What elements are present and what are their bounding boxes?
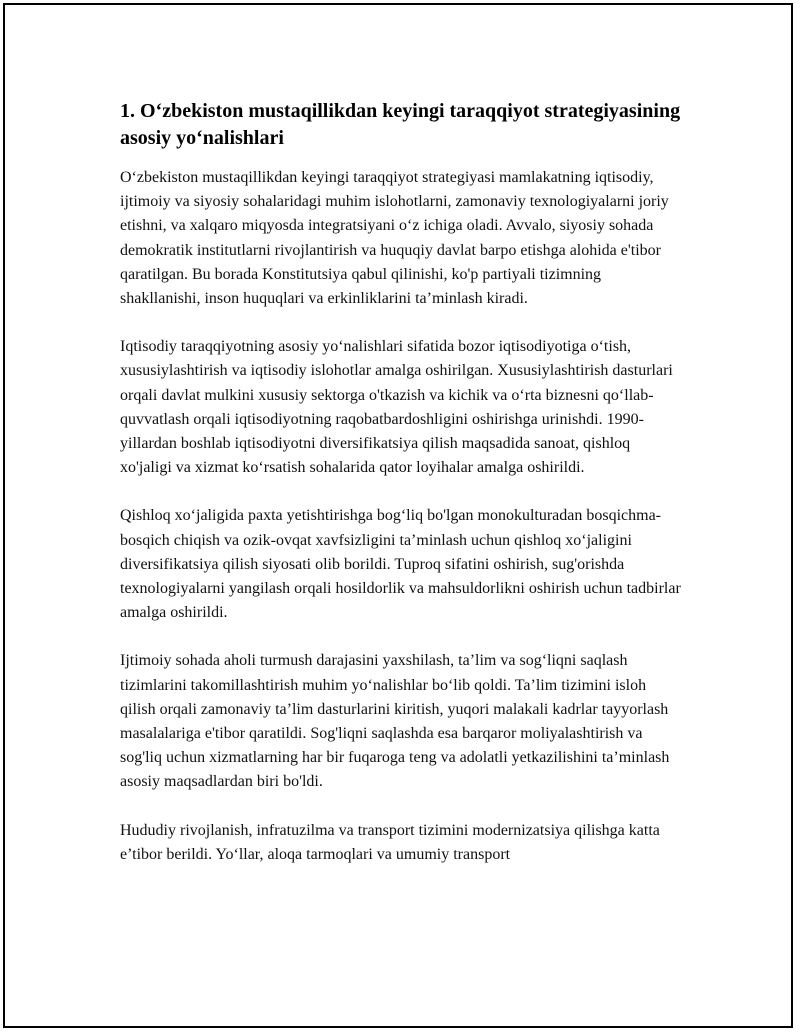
page-frame [3, 3, 793, 1028]
paragraph-4: Ijtimoiy sohada aholi turmush darajasini yaxshilash, ta’lim va sog‘liqni saqlash tizimlarini takomillashtirish muhim yo‘nalishlar bo‘lib qoldi. Ta’lim tizimini isloh qilish orqali zamonaviy ta’lim dasturlarini kiritish, yuqori malakali kadrlar tayyorlash masalalariga e'tibor qaratildi. Sog'liqni saqlashda esa barqaror moliyalashtirish va sog'liq uchun xizmatlarning har bir fuqaroga teng va adolatli yetkazilishini ta’minlash asosiy maqsadlardan biri bo'ldi. [120, 652, 670, 791]
paragraph-2: Iqtisodiy taraqqiyotning asosiy yo‘nalishlari sifatida bozor iqtisodiyotiga o‘tish, xususiylashtirish va iqtisodiy islohotlar amalga oshirilgan. Xususiylashtirish dasturlari orqali davlat mulkini xususiy sektorga o'tkazish va kichik va o‘rta biznesni qo‘llab-quvvatlash orqali iqtisodiyotning raqobatbardoshligini oshirishga urinishdi. 1990-yillardan boshlab iqtisodiyotni diversifikatsiya qilish maqsadida sanoat, qishloq xo'jaligi va xizmat ko‘rsatish sohalarida qator loyihalar amalga oshirildi. [120, 338, 673, 477]
document-body [120, 98, 685, 891]
paragraph-3: Qishloq xo‘jaligida paxta yetishtirishga bog‘liq bo'lgan monokulturadan bosqichma-bosqich chiqish va ozik-ovqat xavfsizligini ta’minlash uchun qishloq xo‘jaligini diversifikatsiya qilish siyosati olib borildi. Tuproq sifatini oshirish, sug'orishda texnologiyalarni yangilash orqali hosildorlik va mahsuldorlikni oshirish uchun tadbirlar amalga oshirildi. [120, 507, 681, 622]
section-heading: 1. O‘zbekiston mustaqillikdan keyingi taraqqiyot strategiyasining asosiy yo‘nalishlari [120, 100, 681, 149]
paragraph-5: Hududiy rivojlanish, infratuzilma va transport tizimini modernizatsiya qilishga katta e’tibor berildi. Yo‘llar, aloqa tarmoqlari va umumiy transport [120, 821, 660, 863]
paragraph-1: O‘zbekiston mustaqillikdan keyingi taraqqiyot strategiyasi mamlakatning iqtisodiy, ijtimoiy va siyosiy sohalaridagi muhim islohotlarni, zamonaviy texnologiyalarni joriy etishni, va xalqaro miqyosda integratsiyani o‘z ichiga oladi. Avvalo, siyosiy sohada demokratik institutlarni rivojlantirish va huquqiy davlat barpo etishga alohida e'tibor qaratilgan. Bu borada Konstitutsiya qabul qilinishi, ko'p partiyali tizimning shakllanishi, inson huquqlari va erkinliklarini ta’minlash kiradi. [120, 169, 669, 308]
